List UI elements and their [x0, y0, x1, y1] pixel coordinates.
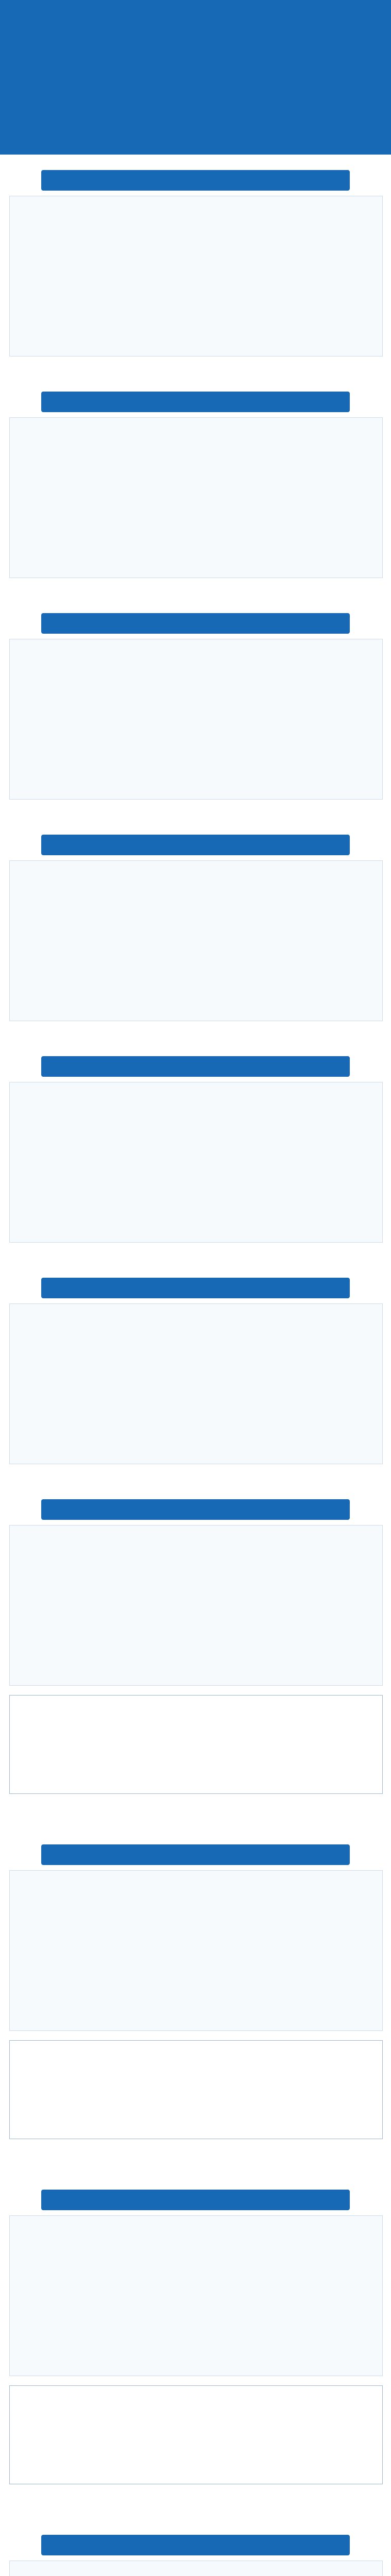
- data-table: [9, 1695, 383, 1794]
- section-heading: [41, 1844, 350, 1865]
- header-band: [0, 0, 391, 155]
- section-body: [9, 1870, 383, 2031]
- section-body: [9, 417, 383, 578]
- section-heading: [41, 835, 350, 855]
- section-8: [0, 1844, 391, 2174]
- section-heading: [41, 1499, 350, 1520]
- section-7: [0, 1499, 391, 1829]
- section-body: [9, 196, 383, 357]
- section-heading: [41, 392, 350, 412]
- section-body: [9, 1303, 383, 1464]
- section-heading: [41, 613, 350, 634]
- section-heading: [41, 2190, 350, 2210]
- section-heading: [41, 1056, 350, 1077]
- section-heading: [41, 2535, 350, 2555]
- section-6: [0, 1278, 391, 1484]
- section-2: [0, 392, 391, 598]
- section-3: [0, 613, 391, 819]
- section-heading: [41, 1278, 350, 1298]
- section-body: [9, 1525, 383, 1686]
- section-body: [9, 2561, 383, 2576]
- section-5: [0, 1056, 391, 1262]
- data-table: [9, 2385, 383, 2484]
- section-body: [9, 860, 383, 1021]
- section-4: [0, 835, 391, 1041]
- section-9: [0, 2190, 391, 2519]
- section-body: [9, 639, 383, 800]
- section-body: [9, 2215, 383, 2376]
- section-1: [0, 170, 391, 376]
- section-heading: [41, 170, 350, 191]
- section-body: [9, 1082, 383, 1243]
- data-table: [9, 2040, 383, 2139]
- section-10: [0, 2535, 391, 2576]
